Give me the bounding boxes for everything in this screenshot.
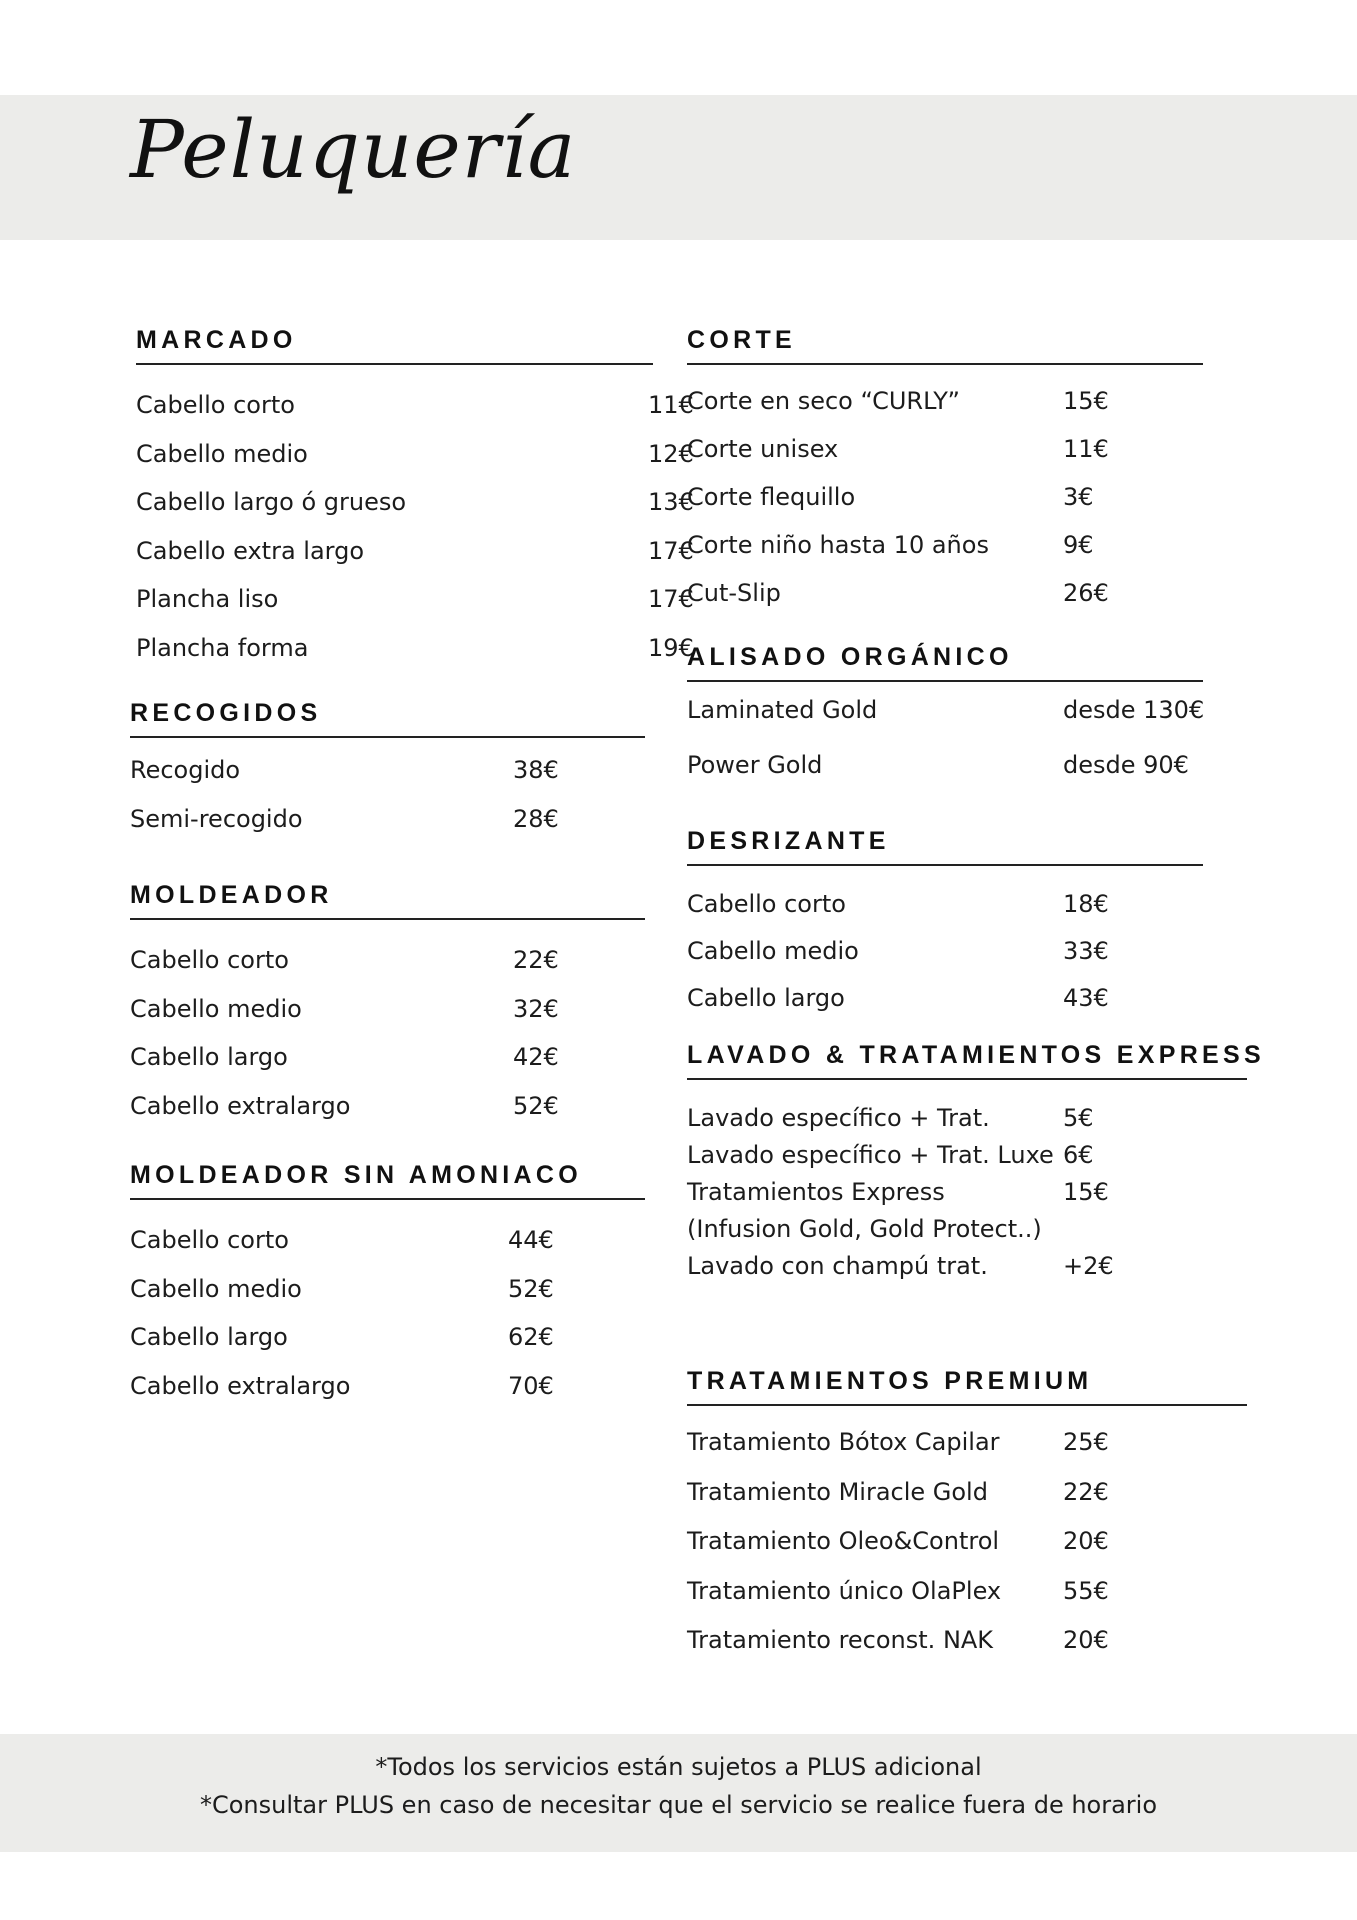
price-row [687,1178,1247,1215]
footer-band [0,1734,1357,1852]
service-name: Plancha liso [136,585,279,613]
service-price: 44€ [508,1226,554,1254]
price-row [687,531,1203,579]
section-title: MOLDEADOR SIN AMONIACO [130,1160,645,1200]
section-title: LAVADO & TRATAMIENTOS EXPRESS [687,1040,1247,1080]
price-row [687,1104,1247,1141]
price-row [130,946,645,995]
service-name: (Infusion Gold, Gold Protect..) [687,1215,1042,1243]
service-price: 52€ [513,1091,559,1120]
service-price: 62€ [508,1323,554,1351]
service-price: 22€ [1063,1477,1109,1506]
section-title: MARCADO [136,325,653,365]
section-moldeador [130,880,645,1120]
service-name: Cabello largo [130,1043,288,1071]
service-price: 38€ [513,756,559,784]
service-name: Cabello corto [130,946,289,974]
service-price: 12€ [648,439,694,468]
service-name: Tratamiento Bótox Capilar [687,1428,1000,1456]
price-row [687,696,1203,751]
section-marcado [136,325,694,662]
service-price: 33€ [1063,937,1109,965]
service-price: +2€ [1063,1252,1114,1280]
price-list [687,1104,1247,1280]
service-price: 15€ [1063,387,1109,415]
service-price: 18€ [1063,890,1109,918]
service-name: Lavado con champú trat. [687,1252,988,1280]
price-row [687,890,1203,937]
service-name: Cabello medio [130,1274,302,1303]
service-name: Corte unisex [687,435,839,463]
service-name: Cabello medio [136,439,308,468]
price-list [687,890,1203,1012]
service-name: Cabello largo [130,1323,288,1351]
section-lavado [687,1040,1265,1280]
price-row [136,391,694,440]
service-name: Power Gold [687,751,823,779]
price-row [687,1252,1247,1280]
service-price: 20€ [1063,1626,1109,1654]
service-price: 11€ [648,391,694,419]
price-row [687,937,1203,984]
price-row [136,536,694,586]
price-row [687,387,1203,435]
service-price: desde 90€ [1063,751,1189,779]
service-name: Corte flequillo [687,483,856,511]
service-name: Plancha forma [136,633,309,662]
price-row [130,805,645,833]
service-price: 25€ [1063,1428,1109,1456]
price-row [136,585,694,634]
service-name: Corte niño hasta 10 años [687,531,989,559]
service-price: 9€ [1063,531,1094,559]
service-name: Cabello corto [136,391,295,419]
service-price: 6€ [1063,1141,1094,1169]
service-price: 13€ [648,488,694,516]
service-name: Cabello extralargo [130,1371,351,1400]
service-name: Corte en seco “CURLY” [687,387,960,415]
service-price: 5€ [1063,1104,1094,1132]
price-row [687,435,1203,483]
service-name: Lavado específico + Trat. [687,1104,990,1132]
section-desrizante [687,826,1203,1012]
price-row [687,1141,1247,1178]
service-price: 32€ [513,994,559,1023]
section-title: TRATAMIENTOS PREMIUM [687,1366,1247,1406]
service-name: Cabello medio [687,937,859,965]
service-name: Recogido [130,756,241,784]
price-row [130,995,645,1044]
service-name: Cabello largo ó grueso [136,488,407,516]
section-title: RECOGIDOS [130,698,645,738]
price-row [687,751,1203,779]
service-price: 20€ [1063,1527,1109,1555]
price-row [687,483,1203,531]
section-alisado [687,642,1203,779]
service-price: 43€ [1063,984,1109,1012]
price-row [130,1092,645,1120]
price-list [136,391,694,662]
service-price: 11€ [1063,435,1109,463]
price-list [687,696,1203,779]
service-name: Cabello medio [130,994,302,1023]
section-corte [687,325,1203,607]
price-row [130,1275,645,1324]
service-price: 28€ [513,805,559,833]
price-row [130,1226,645,1275]
price-row [687,1577,1247,1627]
service-price: 3€ [1063,483,1094,511]
service-name: Tratamiento Oleo&Control [687,1527,1000,1555]
service-price: 17€ [648,536,694,565]
service-price: 22€ [513,946,559,974]
section-title: MOLDEADOR [130,880,645,920]
service-price: 70€ [508,1371,554,1400]
price-row [136,633,694,662]
service-name: Tratamiento Miracle Gold [687,1477,988,1506]
price-row [687,984,1203,1012]
service-price: 15€ [1063,1178,1109,1206]
price-row [687,1527,1247,1577]
footer-note-2: *Consultar PLUS en caso de necesitar que el servicio se realice fuera de horario [199,1791,1158,1819]
price-row [136,488,694,537]
service-name: Cabello largo [687,984,845,1012]
price-row [130,756,645,805]
service-name: Cabello corto [687,890,846,918]
section-moldeador-sin-amoniaco [130,1160,645,1400]
price-row [130,1323,645,1372]
service-name: Tratamiento único OlaPlex [687,1576,1002,1605]
footer-note-1: *Todos los servicios están sujetos a PLUS adicional [375,1753,982,1781]
service-name: Semi-recogido [130,805,303,833]
section-title: ALISADO ORGÁNICO [687,642,1203,682]
service-price: 42€ [513,1043,559,1071]
price-row [687,1478,1247,1528]
service-price: 52€ [508,1274,554,1303]
service-price: 55€ [1063,1576,1109,1605]
price-row [687,1428,1247,1478]
service-price: 19€ [648,633,694,662]
price-list [687,1428,1247,1654]
service-name: Cut-Slip [687,579,781,607]
section-title: CORTE [687,325,1203,365]
service-name: Cabello corto [130,1226,289,1254]
section-premium [687,1366,1247,1654]
service-price: 17€ [648,585,694,613]
price-row [687,1626,1247,1654]
service-price: desde 130€ [1063,696,1205,724]
price-row [130,1043,645,1092]
price-list [130,1226,645,1400]
price-row [687,1215,1247,1252]
service-price: 26€ [1063,579,1109,607]
price-row [687,579,1203,607]
service-name: Cabello extra largo [136,536,365,565]
service-name: Cabello extralargo [130,1091,351,1120]
service-name: Tratamiento reconst. NAK [687,1626,994,1654]
page-title: Peluquería [130,103,577,196]
section-recogidos [130,698,645,833]
service-name: Laminated Gold [687,696,878,724]
section-title: DESRIZANTE [687,826,1203,866]
price-list [130,756,645,833]
price-list [130,946,645,1120]
price-row [136,439,694,489]
service-name: Lavado específico + Trat. Luxe [687,1141,1054,1169]
price-list [687,387,1203,607]
service-name: Tratamientos Express [687,1178,945,1206]
price-row [130,1372,645,1400]
